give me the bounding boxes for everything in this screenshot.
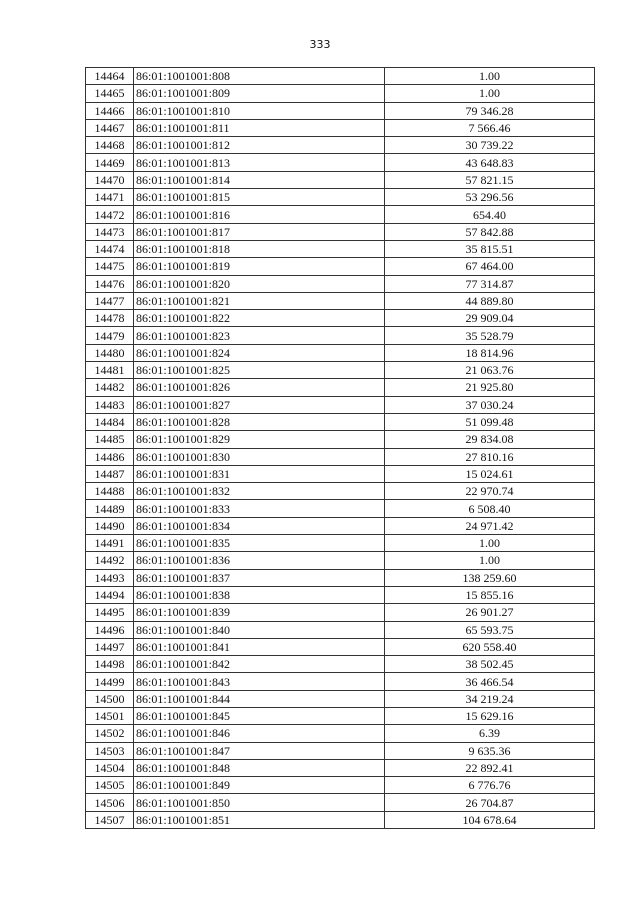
- cadastral-number: 86:01:1001001:829: [134, 431, 385, 448]
- cadastral-value: 22 970.74: [385, 483, 595, 500]
- table-row: [86, 725, 595, 742]
- table-row: [86, 569, 595, 586]
- row-number: 14495: [86, 604, 134, 621]
- cadastral-number: 86:01:1001001:847: [134, 742, 385, 759]
- row-number: 14465: [86, 85, 134, 102]
- table-row: [86, 483, 595, 500]
- cadastral-value: 22 892.41: [385, 759, 595, 776]
- cadastral-number: 86:01:1001001:815: [134, 189, 385, 206]
- row-number: 14493: [86, 569, 134, 586]
- cadastral-number: 86:01:1001001:831: [134, 465, 385, 482]
- table-row: [86, 362, 595, 379]
- cadastral-number: 86:01:1001001:841: [134, 638, 385, 655]
- cadastral-value: 67 464.00: [385, 258, 595, 275]
- table-row: [86, 811, 595, 828]
- cadastral-number: 86:01:1001001:814: [134, 171, 385, 188]
- row-number: 14489: [86, 500, 134, 517]
- table-row: [86, 586, 595, 603]
- cadastral-value: 1.00: [385, 552, 595, 569]
- cadastral-value: 21 063.76: [385, 362, 595, 379]
- table-row: [86, 707, 595, 724]
- cadastral-number: 86:01:1001001:836: [134, 552, 385, 569]
- row-number: 14473: [86, 223, 134, 240]
- cadastral-number: 86:01:1001001:845: [134, 707, 385, 724]
- table-row: [86, 119, 595, 136]
- table-row: [86, 656, 595, 673]
- cadastral-number: 86:01:1001001:818: [134, 240, 385, 257]
- row-number: 14471: [86, 189, 134, 206]
- table-row: [86, 431, 595, 448]
- cadastral-value: 35 815.51: [385, 240, 595, 257]
- row-number: 14483: [86, 396, 134, 413]
- cadastral-number: 86:01:1001001:849: [134, 777, 385, 794]
- cadastral-value: 18 814.96: [385, 344, 595, 361]
- row-number: 14502: [86, 725, 134, 742]
- cadastral-value: 15 629.16: [385, 707, 595, 724]
- cadastral-value: 79 346.28: [385, 102, 595, 119]
- cadastral-number: 86:01:1001001:820: [134, 275, 385, 292]
- cadastral-number: 86:01:1001001:824: [134, 344, 385, 361]
- row-number: 14488: [86, 483, 134, 500]
- cadastral-number: 86:01:1001001:828: [134, 413, 385, 430]
- row-number: 14497: [86, 638, 134, 655]
- table-row: [86, 604, 595, 621]
- cadastral-number: 86:01:1001001:817: [134, 223, 385, 240]
- table-row: [86, 396, 595, 413]
- cadastral-value: 36 466.54: [385, 673, 595, 690]
- cadastral-number: 86:01:1001001:810: [134, 102, 385, 119]
- cadastral-value: 51 099.48: [385, 413, 595, 430]
- row-number: 14474: [86, 240, 134, 257]
- table-row: [86, 448, 595, 465]
- row-number: 14482: [86, 379, 134, 396]
- cadastral-number: 86:01:1001001:809: [134, 85, 385, 102]
- table-row: [86, 500, 595, 517]
- cadastral-value: 29 834.08: [385, 431, 595, 448]
- table-row: [86, 275, 595, 292]
- cadastral-number: 86:01:1001001:811: [134, 119, 385, 136]
- cadastral-value: 65 593.75: [385, 621, 595, 638]
- table-row: [86, 621, 595, 638]
- table-row: [86, 154, 595, 171]
- cadastral-number: 86:01:1001001:812: [134, 137, 385, 154]
- cadastral-number: 86:01:1001001:813: [134, 154, 385, 171]
- cadastral-value: 654.40: [385, 206, 595, 223]
- cadastral-number: 86:01:1001001:840: [134, 621, 385, 638]
- cadastral-value: 9 635.36: [385, 742, 595, 759]
- table-row: [86, 638, 595, 655]
- table-row: [86, 223, 595, 240]
- table-row: [86, 344, 595, 361]
- table-row: [86, 137, 595, 154]
- page-number: 333: [309, 38, 331, 51]
- row-number: 14469: [86, 154, 134, 171]
- table-row: [86, 85, 595, 102]
- cadastral-value: 138 259.60: [385, 569, 595, 586]
- row-number: 14490: [86, 517, 134, 534]
- cadastral-value: 6.39: [385, 725, 595, 742]
- table-row: [86, 379, 595, 396]
- cadastral-number: 86:01:1001001:834: [134, 517, 385, 534]
- cadastral-value: 21 925.80: [385, 379, 595, 396]
- row-number: 14498: [86, 656, 134, 673]
- cadastral-value: 26 901.27: [385, 604, 595, 621]
- cadastral-value: 57 842.88: [385, 223, 595, 240]
- table-row: [86, 292, 595, 309]
- row-number: 14487: [86, 465, 134, 482]
- row-number: 14500: [86, 690, 134, 707]
- row-number: 14480: [86, 344, 134, 361]
- row-number: 14506: [86, 794, 134, 811]
- cadastral-number: 86:01:1001001:846: [134, 725, 385, 742]
- cadastral-value: 43 648.83: [385, 154, 595, 171]
- row-number: 14499: [86, 673, 134, 690]
- row-number: 14485: [86, 431, 134, 448]
- cadastral-number: 86:01:1001001:833: [134, 500, 385, 517]
- table-row: [86, 777, 595, 794]
- cadastral-value: 37 030.24: [385, 396, 595, 413]
- cadastral-number: 86:01:1001001:832: [134, 483, 385, 500]
- row-number: 14494: [86, 586, 134, 603]
- table-row: [86, 413, 595, 430]
- registry-table: [85, 67, 595, 829]
- cadastral-number: 86:01:1001001:821: [134, 292, 385, 309]
- cadastral-number: 86:01:1001001:835: [134, 535, 385, 552]
- row-number: 14479: [86, 327, 134, 344]
- row-number: 14472: [86, 206, 134, 223]
- row-number: 14492: [86, 552, 134, 569]
- row-number: 14484: [86, 413, 134, 430]
- cadastral-number: 86:01:1001001:838: [134, 586, 385, 603]
- cadastral-value: 104 678.64: [385, 811, 595, 828]
- cadastral-number: 86:01:1001001:822: [134, 310, 385, 327]
- table-row: [86, 759, 595, 776]
- cadastral-number: 86:01:1001001:825: [134, 362, 385, 379]
- cadastral-value: 44 889.80: [385, 292, 595, 309]
- row-number: 14496: [86, 621, 134, 638]
- row-number: 14464: [86, 68, 134, 85]
- cadastral-number: 86:01:1001001:842: [134, 656, 385, 673]
- cadastral-number: 86:01:1001001:839: [134, 604, 385, 621]
- cadastral-number: 86:01:1001001:848: [134, 759, 385, 776]
- table-row: [86, 189, 595, 206]
- table-row: [86, 102, 595, 119]
- row-number: 14504: [86, 759, 134, 776]
- cadastral-number: 86:01:1001001:837: [134, 569, 385, 586]
- row-number: 14501: [86, 707, 134, 724]
- cadastral-value: 35 528.79: [385, 327, 595, 344]
- table-body: [86, 68, 595, 829]
- cadastral-value: 57 821.15: [385, 171, 595, 188]
- table-row: [86, 673, 595, 690]
- cadastral-value: 15 024.61: [385, 465, 595, 482]
- row-number: 14486: [86, 448, 134, 465]
- row-number: 14470: [86, 171, 134, 188]
- cadastral-number: 86:01:1001001:816: [134, 206, 385, 223]
- table-row: [86, 258, 595, 275]
- table-row: [86, 517, 595, 534]
- cadastral-number: 86:01:1001001:827: [134, 396, 385, 413]
- table-row: [86, 68, 595, 85]
- cadastral-value: 29 909.04: [385, 310, 595, 327]
- cadastral-number: 86:01:1001001:823: [134, 327, 385, 344]
- table-row: [86, 310, 595, 327]
- table-row: [86, 171, 595, 188]
- table-row: [86, 794, 595, 811]
- table-row: [86, 240, 595, 257]
- cadastral-value: 34 219.24: [385, 690, 595, 707]
- row-number: 14466: [86, 102, 134, 119]
- cadastral-value: 38 502.45: [385, 656, 595, 673]
- cadastral-value: 53 296.56: [385, 189, 595, 206]
- table-row: [86, 552, 595, 569]
- cadastral-value: 7 566.46: [385, 119, 595, 136]
- cadastral-value: 620 558.40: [385, 638, 595, 655]
- cadastral-value: 27 810.16: [385, 448, 595, 465]
- table-row: [86, 465, 595, 482]
- cadastral-value: 1.00: [385, 68, 595, 85]
- table-row: [86, 742, 595, 759]
- cadastral-value: 15 855.16: [385, 586, 595, 603]
- row-number: 14478: [86, 310, 134, 327]
- cadastral-value: 24 971.42: [385, 517, 595, 534]
- table-row: [86, 206, 595, 223]
- cadastral-value: 6 508.40: [385, 500, 595, 517]
- cadastral-value: 30 739.22: [385, 137, 595, 154]
- table-row: [86, 327, 595, 344]
- cadastral-value: 1.00: [385, 535, 595, 552]
- cadastral-number: 86:01:1001001:844: [134, 690, 385, 707]
- cadastral-value: 26 704.87: [385, 794, 595, 811]
- row-number: 14477: [86, 292, 134, 309]
- cadastral-value: 77 314.87: [385, 275, 595, 292]
- row-number: 14467: [86, 119, 134, 136]
- cadastral-number: 86:01:1001001:851: [134, 811, 385, 828]
- row-number: 14505: [86, 777, 134, 794]
- row-number: 14475: [86, 258, 134, 275]
- cadastral-number: 86:01:1001001:830: [134, 448, 385, 465]
- table-row: [86, 690, 595, 707]
- row-number: 14476: [86, 275, 134, 292]
- cadastral-value: 6 776.76: [385, 777, 595, 794]
- cadastral-number: 86:01:1001001:808: [134, 68, 385, 85]
- cadastral-number: 86:01:1001001:843: [134, 673, 385, 690]
- row-number: 14468: [86, 137, 134, 154]
- cadastral-number: 86:01:1001001:819: [134, 258, 385, 275]
- row-number: 14503: [86, 742, 134, 759]
- table-row: [86, 535, 595, 552]
- cadastral-value: 1.00: [385, 85, 595, 102]
- row-number: 14507: [86, 811, 134, 828]
- cadastral-number: 86:01:1001001:850: [134, 794, 385, 811]
- cadastral-number: 86:01:1001001:826: [134, 379, 385, 396]
- row-number: 14491: [86, 535, 134, 552]
- row-number: 14481: [86, 362, 134, 379]
